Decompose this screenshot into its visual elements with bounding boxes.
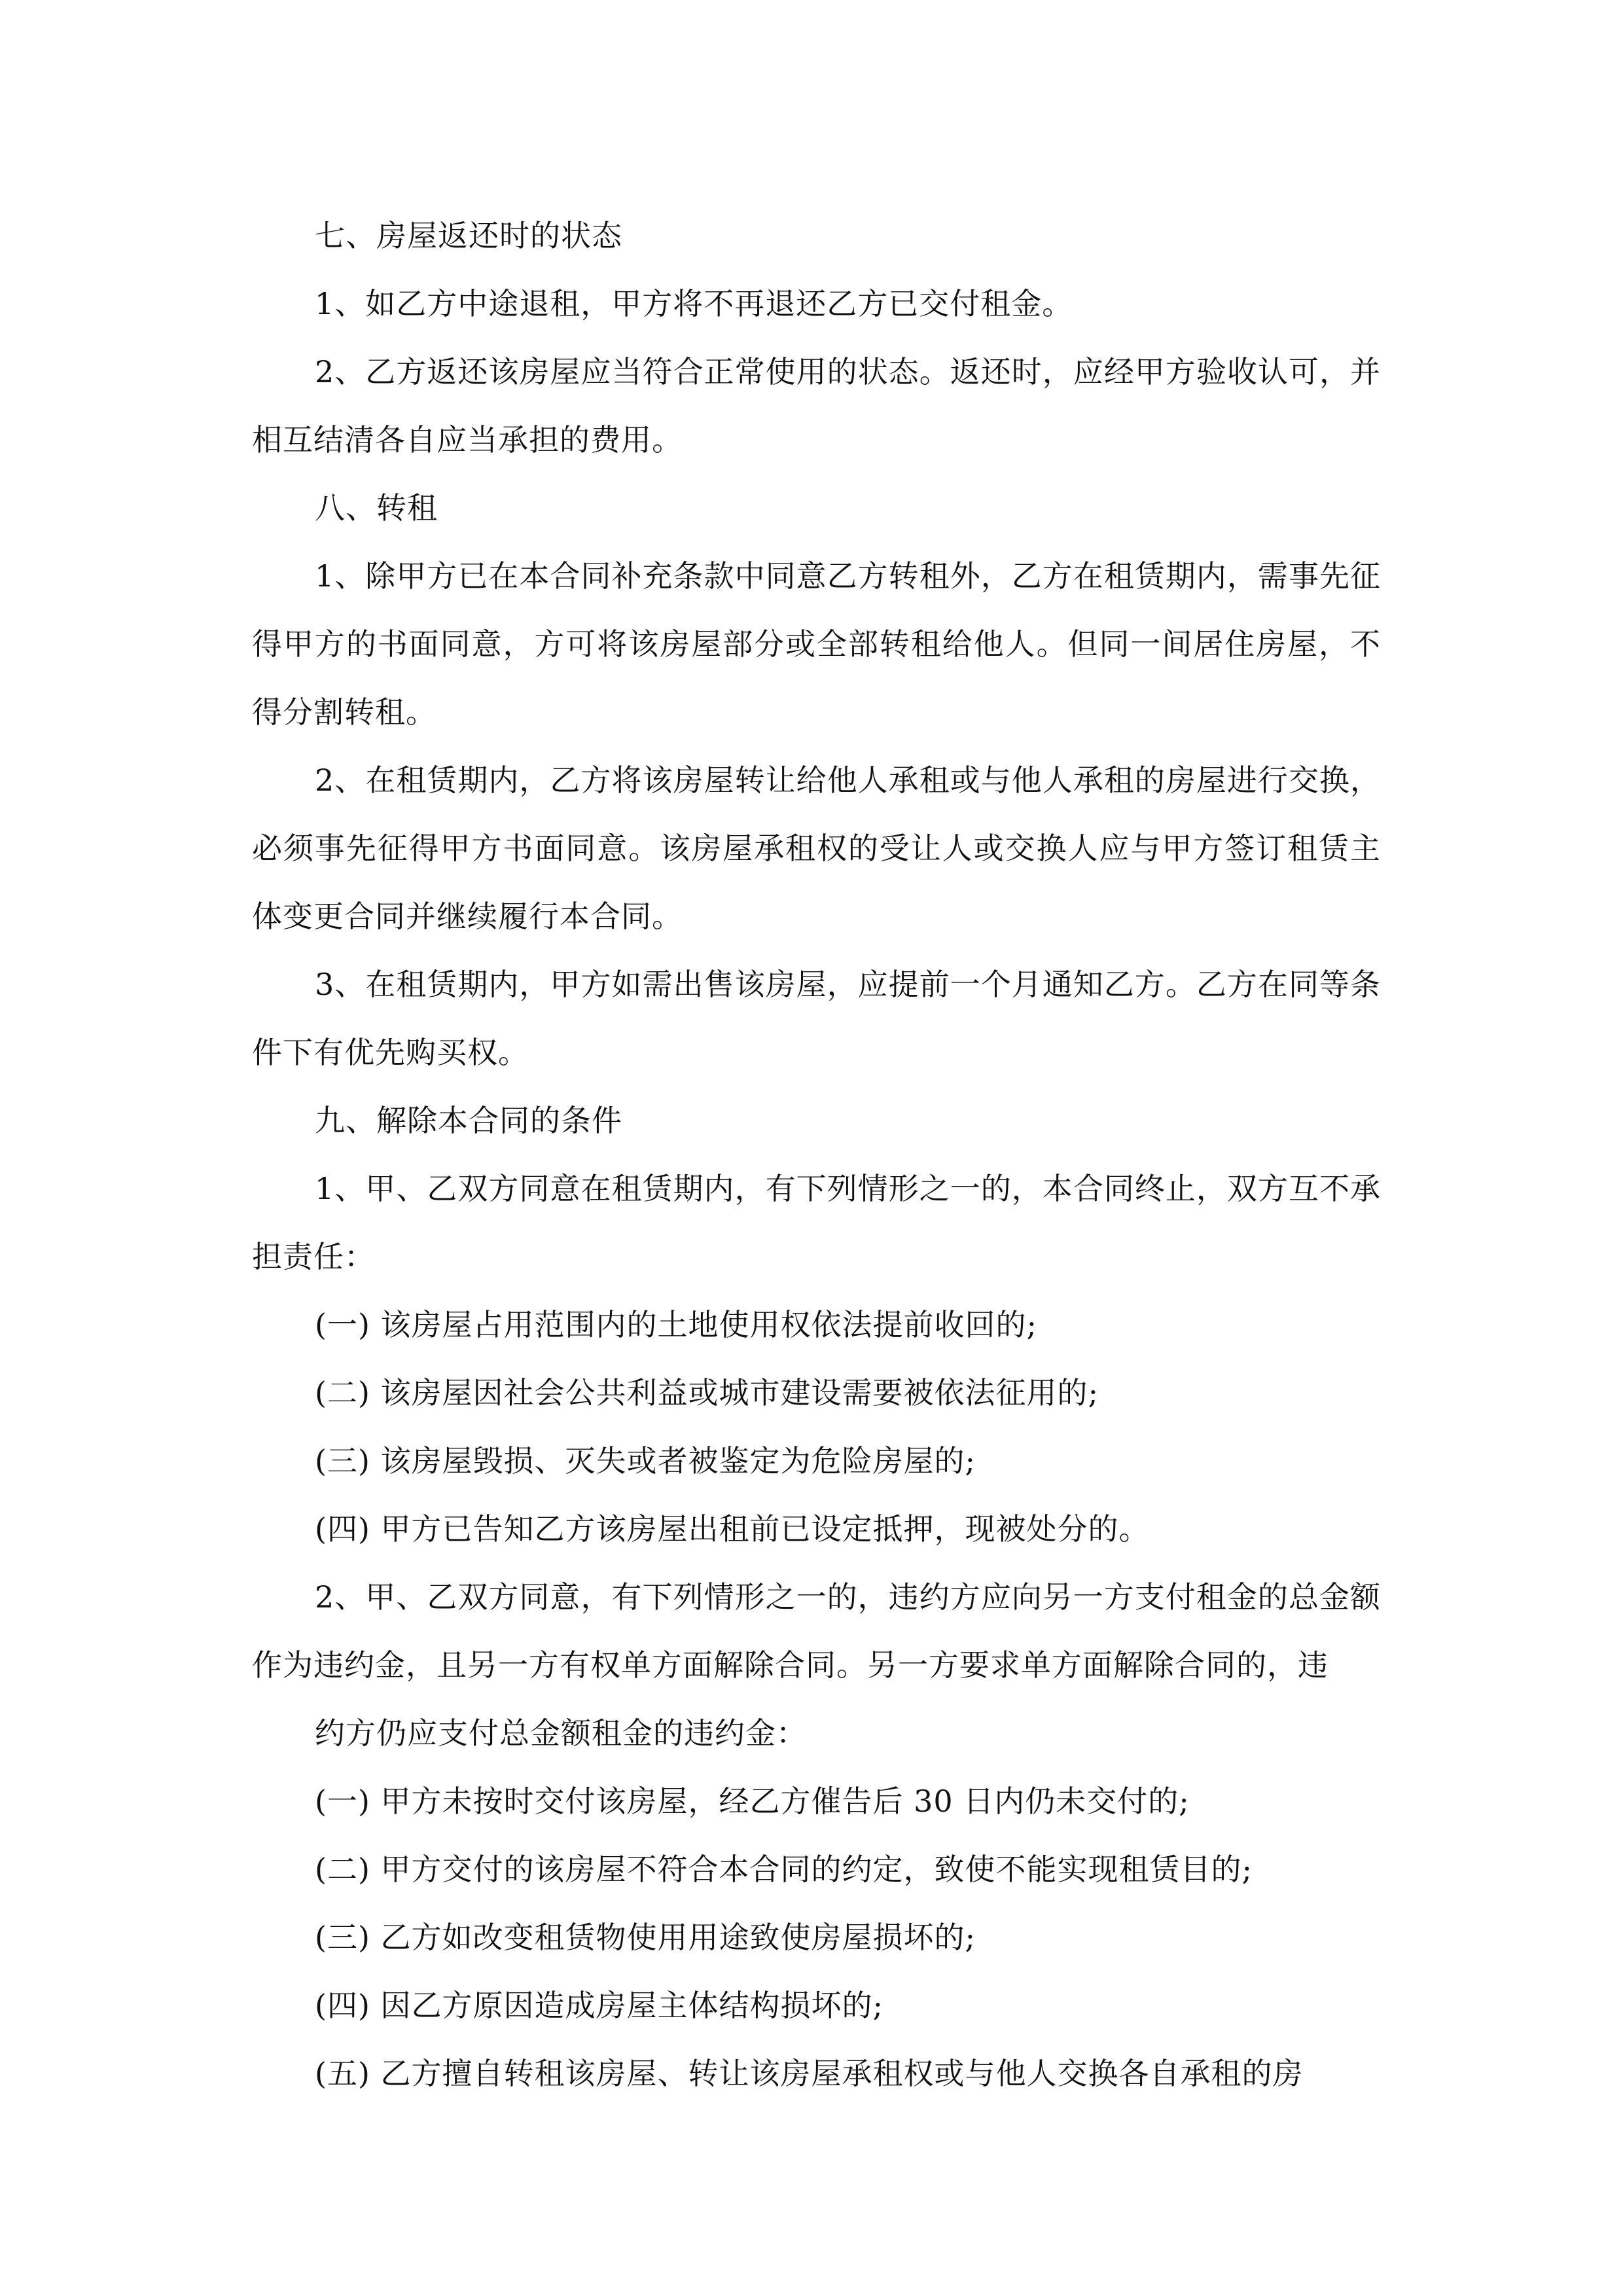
paragraph: 2、在租赁期内，乙方将该房屋转让给他人承租或与他人承租的房屋进行交换，必须事先征得甲方书面同意。该房屋承租权的受让人或交换人应与甲方签订租赁主体变更合同并继续履行本合同。 [252,762,1381,934]
list-item: (五) 乙方擅自转租该房屋、转让该房屋承租权或与他人交换各自承租的房 [315,2056,1304,2091]
list-item: (一) 该房屋占用范围内的土地使用权依法提前收回的; [315,1307,1038,1342]
list-item: (二) 该房屋因社会公共利益或城市建设需要被依法征用的; [315,1375,1099,1410]
paragraph-continuation: 约方仍应支付总金额租金的违约金： [315,1715,807,1751]
paragraph: 2、乙方返还该房屋应当符合正常使用的状态。返还时，应经甲方验收认可，并相互结清各自应当承担的费用。 [252,354,1381,457]
paragraph: 2、甲、乙双方同意，有下列情形之一的，违约方应向另一方支付租金的总金额作为违约金，且另一方有权单方面解除合同。另一方要求单方面解除合同的，违 [252,1579,1381,1683]
list-item: (一) 甲方未按时交付该房屋，经乙方催告后 30 日内仍未交付的; [315,1784,1190,1819]
paragraph: 1、如乙方中途退租，甲方将不再退还乙方已交付租金。 [315,286,1073,321]
section-heading-9: 九、解除本合同的条件 [315,1103,622,1138]
list-item: (四) 甲方已告知乙方该房屋出租前已设定抵押，现被处分的。 [315,1511,1150,1547]
section-heading-8: 八、转租 [315,490,438,526]
list-item: (三) 乙方如改变租赁物使用用途致使房屋损坏的; [315,1920,976,1955]
list-item: (三) 该房屋毁损、灭失或者被鉴定为危险房屋的; [315,1443,976,1479]
paragraph: 1、甲、乙双方同意在租赁期内，有下列情形之一的，本合同终止，双方互不承担责任： [252,1171,1381,1274]
list-item: (四) 因乙方原因造成房屋主体结构损坏的; [315,1988,884,2023]
section-heading-7: 七、房屋返还时的状态 [315,218,622,253]
document-body [252,202,1381,2108]
paragraph: 3、在租赁期内，甲方如需出售该房屋，应提前一个月通知乙方。乙方在同等条件下有优先购买权。 [252,967,1381,1070]
list-item: (二) 甲方交付的该房屋不符合本合同的约定，致使不能实现租赁目的; [315,1852,1253,1887]
paragraph: 1、除甲方已在本合同补充条款中同意乙方转租外，乙方在租赁期内，需事先征得甲方的书面同意，方可将该房屋部分或全部转租给他人。但同一间居住房屋，不得分割转租。 [252,558,1381,730]
